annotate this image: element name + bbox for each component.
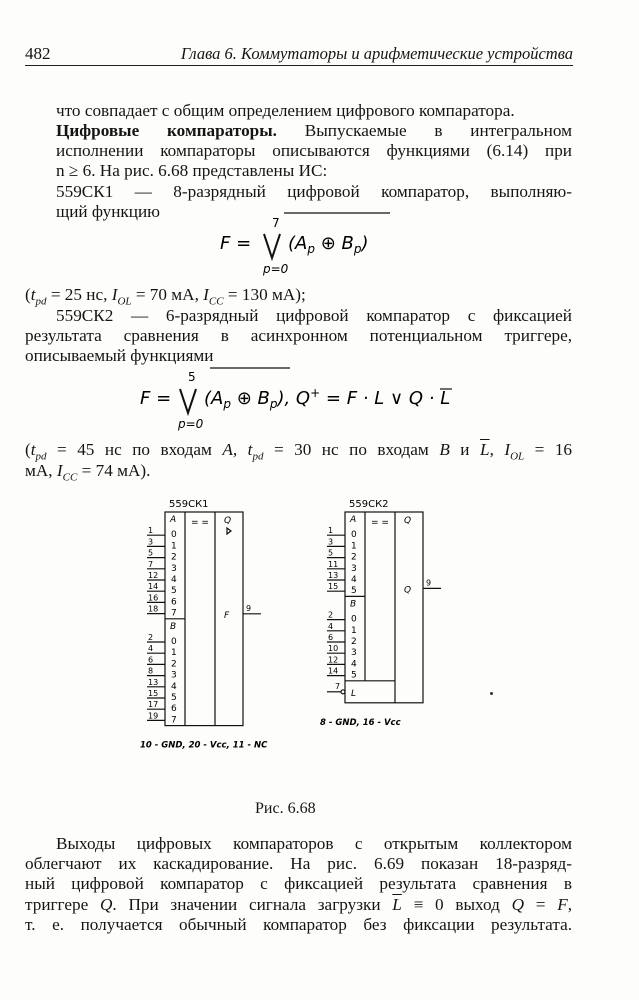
text-line: описываемый функциями bbox=[25, 346, 214, 365]
pin-number: 17 bbox=[148, 700, 159, 710]
pin-number: 4 bbox=[148, 644, 154, 654]
equation-2 bbox=[140, 362, 470, 437]
bit-label: 0 bbox=[351, 530, 357, 541]
bit-label: 1 bbox=[351, 541, 357, 552]
chip-559ck2 bbox=[320, 499, 441, 728]
bit-label: 5 bbox=[351, 586, 357, 597]
figure-caption: Рис. 6.68 bbox=[255, 800, 316, 817]
text-fragment: Выпускаемые в интегральном bbox=[276, 121, 572, 140]
pin-number: 16 bbox=[148, 593, 159, 603]
pin-number: 12 bbox=[148, 571, 159, 580]
bit-label: 3 bbox=[171, 670, 177, 681]
text-line: результата сравнения в асинхронном потенциальном триггере, bbox=[25, 326, 572, 345]
pin-number: 10 bbox=[328, 644, 339, 654]
chip-eq-sign: = = bbox=[191, 518, 209, 528]
pin-number: 7 bbox=[335, 681, 341, 691]
chip-q-label: Q bbox=[224, 516, 232, 526]
bit-label: 7 bbox=[171, 608, 177, 619]
bit-label: 7 bbox=[171, 715, 177, 726]
chip-b-label: B bbox=[350, 599, 357, 610]
page-number: 482 bbox=[25, 44, 51, 63]
eq1-lhs: F = bbox=[220, 233, 252, 254]
chip-a-label: A bbox=[170, 515, 177, 525]
chip-eq-sign: = = bbox=[371, 518, 389, 528]
bit-label: 2 bbox=[171, 659, 177, 670]
text-line: исполнении компараторы описываются функциями (6.14) при bbox=[56, 141, 572, 160]
text-line: 559СК2 — 6-разрядный цифровой компаратор с фиксацией bbox=[56, 306, 572, 325]
bit-label: 5 bbox=[171, 693, 177, 703]
bit-label: 4 bbox=[171, 681, 177, 692]
pin-number: 19 bbox=[148, 711, 159, 721]
pin-number: 9 bbox=[246, 603, 252, 613]
pin-number: 3 bbox=[328, 537, 334, 547]
section-heading: Цифровые компараторы. bbox=[56, 121, 277, 140]
output-triangle bbox=[227, 528, 231, 534]
pin-number: 13 bbox=[148, 677, 159, 687]
chip-footer: 10 - GND, 20 - Vcc, 11 - NC bbox=[140, 740, 268, 751]
bit-label: 6 bbox=[171, 597, 177, 608]
text-line: ($t_{pd} = 45$ нс по входам A, $t_{pd} = 30$ нс по входам B и $\overline{L}$, $I_{OL} = 16$ bbox=[25, 440, 573, 463]
text-line: что совпадает с общим определением цифрового компаратора. bbox=[56, 101, 515, 120]
eq2-lhs: F = bbox=[140, 388, 172, 409]
pin-number: 5 bbox=[328, 548, 334, 558]
bit-label: 0 bbox=[351, 614, 357, 625]
bit-label: 2 bbox=[351, 637, 357, 647]
text-line: n ≥ 6. На рис. 6.68 представлены ИС: bbox=[56, 161, 328, 180]
bit-label: 0 bbox=[171, 637, 177, 647]
bit-label: 4 bbox=[351, 659, 357, 670]
bit-label: 3 bbox=[351, 648, 357, 659]
pin-number: 6 bbox=[148, 655, 154, 665]
chip-q-label: Q bbox=[404, 516, 412, 526]
pin-number: 1 bbox=[148, 526, 154, 536]
inversion-bubble bbox=[341, 690, 345, 694]
pin-number: 14 bbox=[328, 666, 339, 676]
chip-559ck1 bbox=[140, 499, 268, 751]
text-line bbox=[56, 121, 572, 141]
bit-label: 6 bbox=[171, 704, 177, 715]
text-line: т. е. получается обычный компаратор без фиксации результата. bbox=[25, 915, 572, 934]
pin-number: 8 bbox=[148, 666, 154, 676]
pin-number: 13 bbox=[328, 571, 339, 580]
pin-number: 1 bbox=[328, 526, 334, 536]
bit-label: 4 bbox=[351, 575, 357, 585]
bit-label: 3 bbox=[351, 563, 357, 574]
equation-1 bbox=[220, 210, 400, 280]
header-rule bbox=[25, 65, 573, 66]
chip-title: 559СК2 bbox=[349, 499, 389, 510]
eq1-lower-limit: p=0 bbox=[263, 262, 289, 276]
pin-number: 3 bbox=[148, 537, 154, 547]
bit-label: 5 bbox=[351, 670, 357, 681]
pin-number: 2 bbox=[328, 610, 334, 620]
bit-label: 4 bbox=[171, 575, 177, 585]
text-line: мА, $I_{CC} = 74$ мА). bbox=[25, 461, 151, 484]
pin-number: 2 bbox=[148, 633, 154, 642]
chip-title: 559СК1 bbox=[169, 499, 209, 510]
text-line: 559СК1 — 8-разрядный цифровой компаратор, выполняю- bbox=[56, 182, 572, 201]
bit-label: 2 bbox=[171, 552, 177, 563]
running-header bbox=[25, 42, 573, 64]
pin-number: 18 bbox=[148, 604, 159, 614]
text-line: облегчают их каскадирование. На рис. 6.69 показан 18-разряд- bbox=[25, 854, 572, 873]
eq1-upper-limit: 7 bbox=[272, 216, 280, 230]
speck bbox=[490, 692, 493, 695]
pin-number: 15 bbox=[328, 582, 339, 592]
eq2-upper-limit: 5 bbox=[188, 370, 196, 384]
bit-label: 2 bbox=[351, 552, 357, 563]
chip-footer: 8 - GND, 16 - Vcc bbox=[320, 717, 401, 728]
text-line: ный цифровой компаратор с фиксацией результата сравнения в bbox=[25, 874, 572, 893]
text-line: Выходы цифровых компараторов с открытым коллектором bbox=[56, 834, 572, 853]
bit-label: 1 bbox=[171, 648, 177, 659]
bit-label: 0 bbox=[171, 530, 177, 541]
chip-b-label: B bbox=[170, 621, 177, 632]
pin-number: 12 bbox=[328, 655, 339, 665]
eq1-body: ($A_p$ ⊕ $B_p$) bbox=[288, 233, 369, 256]
chip-f-label: F bbox=[224, 610, 230, 621]
text-line: ($t_{pd} = 25$ нс, $I_{OL} = 70$ мА, $I_{CC} = 130$ мА); bbox=[25, 285, 306, 308]
pin-number: 14 bbox=[148, 582, 159, 592]
pin-number: 4 bbox=[328, 621, 334, 631]
bit-label: 3 bbox=[171, 563, 177, 574]
eq2-lower-limit: p=0 bbox=[178, 417, 204, 431]
figure-6-68 bbox=[130, 492, 460, 792]
text-line: щий функцию bbox=[56, 202, 161, 221]
bit-label: 5 bbox=[171, 586, 177, 597]
pin-number: 6 bbox=[328, 633, 334, 642]
chapter-title: Глава 6. Коммутаторы и арифметические устройства bbox=[180, 44, 573, 63]
pin-number: 11 bbox=[328, 559, 339, 569]
text-line: триггере Q. При значении сигнала загрузки $\overline{L} \equiv 0$ выход Q = F, bbox=[25, 895, 573, 914]
pin-number: 7 bbox=[148, 559, 154, 569]
bit-label: 1 bbox=[351, 625, 357, 636]
pin-number: 9 bbox=[426, 578, 432, 588]
pin-number: 15 bbox=[148, 689, 159, 698]
pin-number: 5 bbox=[148, 548, 154, 558]
chip-q-output-label: Q bbox=[404, 585, 412, 596]
bit-label: 1 bbox=[171, 541, 177, 552]
eq2-body: ($A_p$ ⊕ $B_p$), Q+ = F · L ∨ Q · L bbox=[204, 386, 451, 411]
chip-l-label: L bbox=[351, 688, 357, 699]
chip-a-label: A bbox=[350, 515, 357, 525]
